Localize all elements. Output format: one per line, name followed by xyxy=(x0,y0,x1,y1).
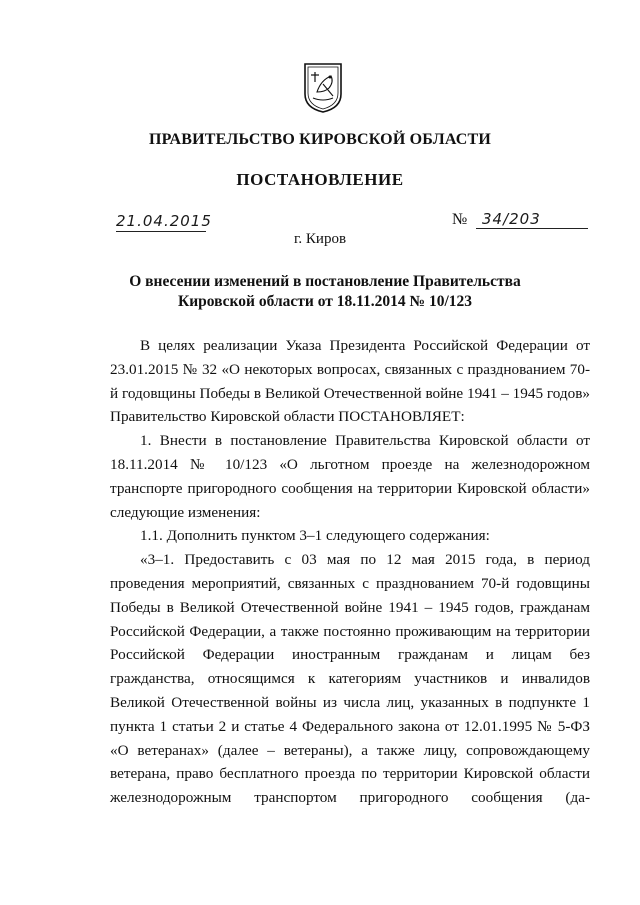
paragraph-item-3-1: «3–1. Предоставить с 03 мая по 12 мая 2015 года, в период проведения мероприятий, связанных с празднованием 70-й годовщины Победы в Великой Отечественной войне 1941 – 1945 годов, гражданам Российской Федерации, а также постоянно проживающим на территории Российской Федерации иностранным гражданам и лицам без гражданства, относящимся к категориям участников и инвалидов Великой Отечественной войны из числа лиц, указанных в подпункте 1 пункта 1 статьи 2 и статье 4 Федерального закона от 12.01.1995 № 5-ФЗ «О ветеранах» (далее – ветераны), а также лицу, сопровождающему ветерана, право бесплатного проезда по территории Кировской области железнодорожным транспортом пригородного сообщения (да- xyxy=(110,551,590,807)
document-body xyxy=(110,334,590,810)
paragraph-item-1-1: 1.1. Дополнить пунктом 3–1 следующего содержания: xyxy=(140,527,490,545)
document-type-heading: ПОСТАНОВЛЕНИЕ xyxy=(236,170,404,189)
paragraph-item-1: 1. Внести в постановление Правительства Кировской области от 18.11.2014 № 10/123 «О льготном проезде на железнодорожном транспорте пригородного сообщения на территории Кировской области» следующие изменения: xyxy=(110,432,590,521)
document-subject: О внесении изменений в постановление Правительства Кировской области от 18.11.2014 № 10/123 xyxy=(129,273,521,310)
paragraph-preamble: В целях реализации Указа Президента Российской Федерации от 23.01.2015 № 32 «О некоторых вопросах, связанных с празднованием 70-й годовщины Победы в Великой Отечественной войне 1941 – 1945 годов» Правительство Кировской области ПОСТАНОВЛЯЕТ: xyxy=(110,337,590,426)
number-sign: № xyxy=(452,211,468,228)
coat-of-arms-icon xyxy=(303,62,343,114)
number-value: 34/203 xyxy=(476,210,588,229)
city-label: г. Киров xyxy=(293,231,347,247)
organization-title: ПРАВИТЕЛЬСТВО КИРОВСКОЙ ОБЛАСТИ xyxy=(148,131,492,148)
document-date: 21.04.2015 xyxy=(116,212,212,230)
document-number xyxy=(452,210,592,229)
